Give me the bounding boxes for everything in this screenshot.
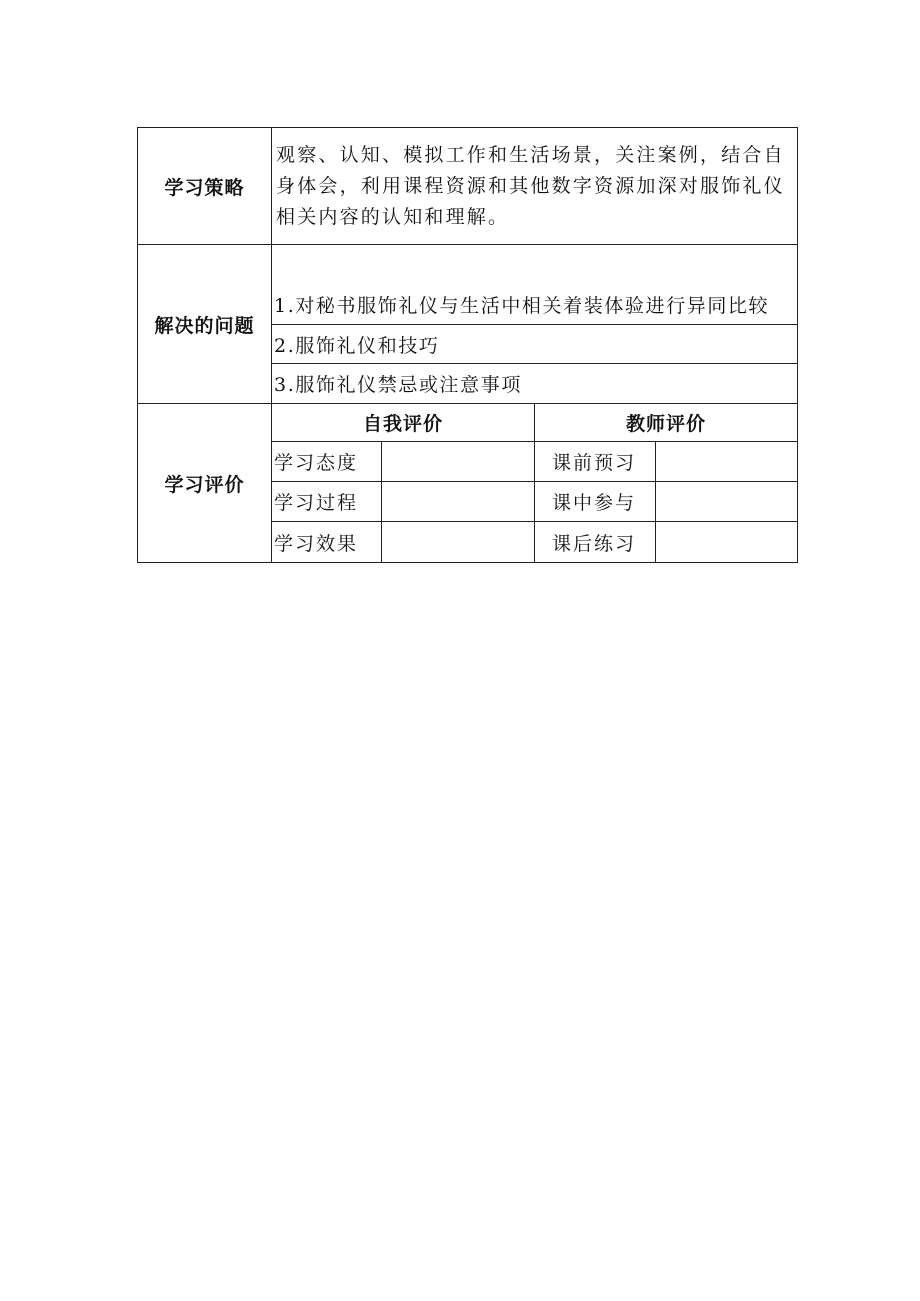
self-evaluation-header: 自我评价 xyxy=(272,404,535,441)
teacher-item-label: 课中参与 xyxy=(535,482,656,521)
problem-item-1: 1.对秘书服饰礼仪与生活中相关着装体验进行异同比较 xyxy=(274,295,770,317)
learning-plan-table xyxy=(137,127,798,563)
strategy-row xyxy=(138,128,798,245)
strategy-cell xyxy=(272,128,798,244)
self-item-value[interactable] xyxy=(382,522,535,562)
problems-label: 解决的问题 xyxy=(138,245,272,403)
self-item-value[interactable] xyxy=(382,442,535,481)
teacher-evaluation-header: 教师评价 xyxy=(625,413,706,435)
evaluation-header xyxy=(272,404,797,442)
strategy-text: 观察、认知、模拟工作和生活场景，关注案例，结合自身体会，利用课程资源和其他数字资源加深对服饰礼仪相关内容的认知和理解。 xyxy=(276,144,785,228)
strategy-label: 学习策略 xyxy=(138,128,272,244)
evaluation-table-row xyxy=(272,482,797,522)
teacher-item-value[interactable] xyxy=(656,482,797,521)
problems-spacer xyxy=(272,245,797,285)
self-item-label: 学习态度 xyxy=(272,442,382,481)
problem-item-2: 2.服饰礼仪和技巧 xyxy=(272,324,797,363)
teacher-item-value[interactable] xyxy=(656,442,797,481)
problem-item-3: 3.服饰礼仪禁忌或注意事项 xyxy=(272,363,797,402)
evaluation-row xyxy=(138,404,798,563)
evaluation-table-row xyxy=(272,522,797,562)
teacher-item-label: 课前预习 xyxy=(535,442,656,481)
problems-cell xyxy=(272,245,798,403)
evaluation-label: 学习评价 xyxy=(138,404,272,562)
problems-row xyxy=(138,245,798,404)
evaluation-table-row xyxy=(272,442,797,482)
teacher-item-value[interactable] xyxy=(656,522,797,562)
evaluation-grid xyxy=(272,404,798,562)
teacher-item-label: 课后练习 xyxy=(535,522,656,562)
self-item-value[interactable] xyxy=(382,482,535,521)
self-item-label: 学习效果 xyxy=(272,522,382,562)
self-item-label: 学习过程 xyxy=(272,482,382,521)
